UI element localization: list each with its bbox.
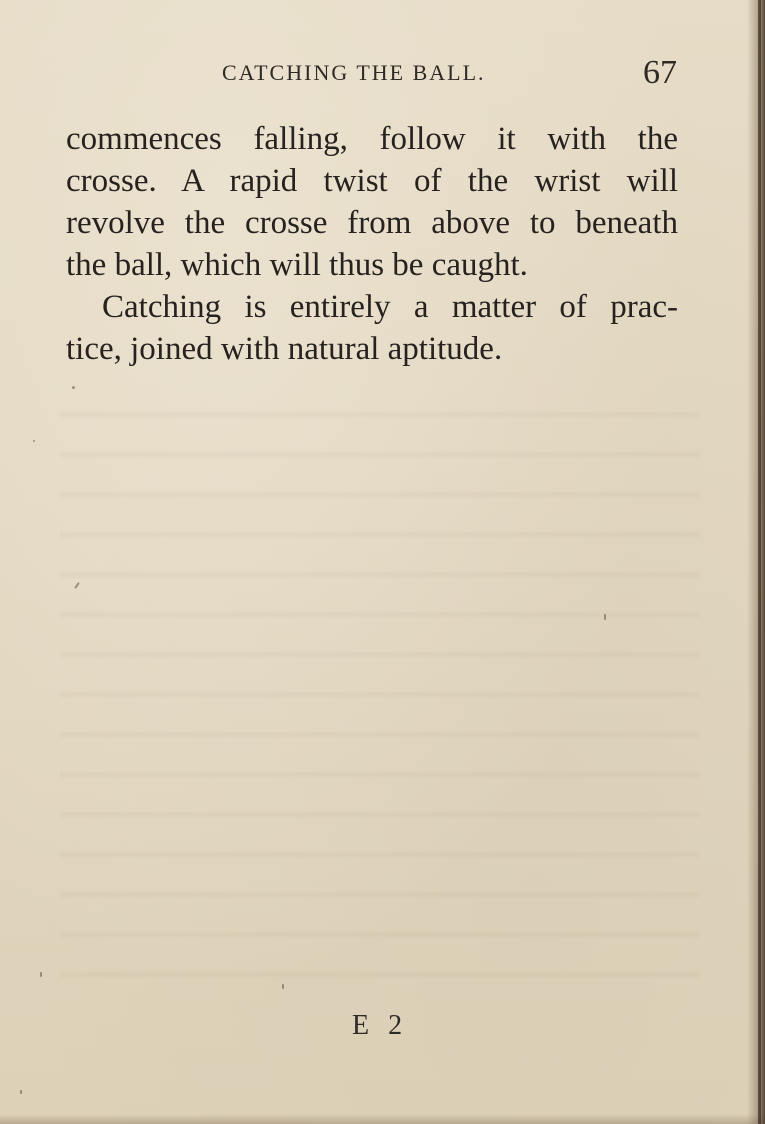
paper-speck xyxy=(40,972,42,977)
text-line: revolve the crosse from above to beneath xyxy=(66,205,678,241)
page-right-edge-shadow xyxy=(747,0,765,1124)
text-line: commences falling, follow it with the xyxy=(66,121,678,157)
show-through-texture xyxy=(60,380,700,1000)
signature-mark: E 2 xyxy=(352,1010,409,1041)
page-number: 67 xyxy=(643,54,677,91)
body-text xyxy=(66,118,678,370)
paper-speck xyxy=(72,386,75,389)
text-line: tice, joined with natural aptitude. xyxy=(66,331,503,367)
page-bottom-edge xyxy=(0,1114,765,1124)
running-head: CATCHING THE BALL. xyxy=(222,60,486,85)
paper-speck xyxy=(282,984,284,989)
paper-speck xyxy=(604,614,606,620)
page-right-edge xyxy=(758,0,761,1124)
text-line: crosse. A rapid twist of the wrist will xyxy=(66,163,678,199)
paper-speck xyxy=(20,1090,22,1094)
paper-speck xyxy=(33,440,35,442)
text-line: Catching is entirely a matter of prac- xyxy=(102,289,678,325)
text-line: the ball, which will thus be caught. xyxy=(66,247,528,283)
